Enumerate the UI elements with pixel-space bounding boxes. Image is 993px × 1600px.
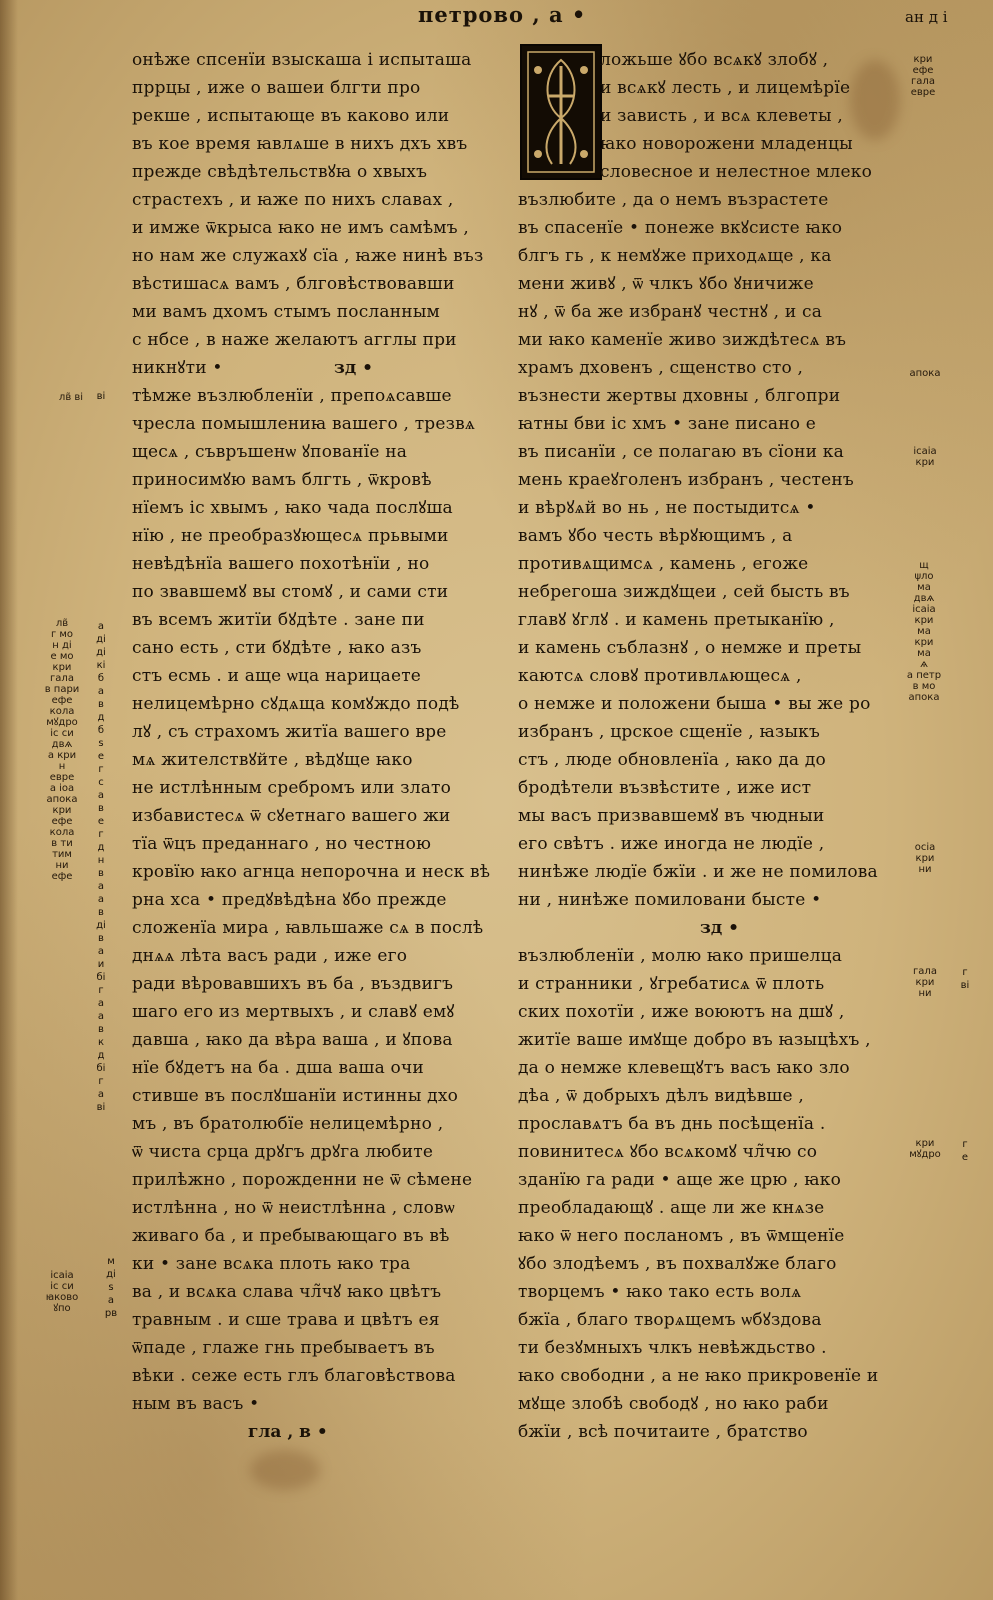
text-line: с нбсе , в наже желаютъ агглы при: [132, 330, 457, 350]
text-line: ва , и всѧка слава чл̃чꙋ ꙗко цвѣтъ: [132, 1282, 442, 1302]
text-line: давша , ꙗко да вѣра ваша , и ꙋпова: [132, 1030, 453, 1050]
text-line: кровїю ꙗко агнца непорочна и неск вѣ: [132, 862, 491, 882]
text-line: ми вамъ дхомъ стымъ посланным: [132, 302, 440, 322]
text-line: лꙋ , съ страхомъ житїа вашего вре: [132, 722, 447, 742]
text-line: прилѣжно , порожденни не ѿ сѣмене: [132, 1170, 473, 1190]
text-line: и имже ѿкрыса ꙗко не имъ самѣмъ ,: [132, 218, 469, 238]
margin-note-block: осіа кри ни: [914, 842, 936, 875]
section-number: зд •: [334, 358, 373, 378]
text-line: ꙗко новорожени младенцы: [600, 134, 853, 154]
paper-stain: [250, 1450, 320, 1490]
text-line: ꙗтны бви іс хмъ • зане писано е: [518, 414, 817, 434]
text-line: мень краеꙋголенъ избранъ , честенъ: [518, 470, 854, 490]
text-line: прославѧтъ ба въ днь посѣщенїа .: [518, 1114, 826, 1134]
text-line: приносимꙋю вамъ блгть , ѿкровѣ: [132, 470, 432, 490]
text-line: тїа ѿцъ преданнаго , но честною: [132, 834, 432, 854]
margin-note-block: апока: [909, 368, 941, 379]
text-line: ѿ чиста срца дрꙋгъ дрꙋга любите: [132, 1142, 434, 1162]
text-line: ꙗко свободни , а не ꙗко прикровенїе и: [518, 1366, 879, 1386]
text-line: сложенїа мира , ꙗвльшаже сѧ в послѣ: [132, 918, 484, 938]
text-line: да о немже клевещꙋтъ васъ ꙗко зло: [518, 1058, 850, 1078]
text-line: стъ , люде обновленїа , ꙗко да до: [518, 750, 826, 770]
text-line: о немже и положени быша • вы же ро: [518, 694, 871, 714]
text-line: въ всемъ житїи бꙋдѣте . зане пи: [132, 610, 425, 630]
text-line: преобладающꙋ . аще ли же кнѧзе: [518, 1198, 825, 1218]
text-line: травным . и сше трава и цвѣтъ ея: [132, 1310, 440, 1330]
page-edge-shadow: [0, 0, 18, 1600]
text-line: днѧѧ лѣта васъ ради , иже его: [132, 946, 408, 966]
text-line: ꙗко ѿ него посланомъ , въ ѿмщенїе: [518, 1226, 845, 1246]
margin-note-block: ісаіа іс си ꙗково ꙋпо: [45, 1270, 79, 1314]
text-line: онѣже спсенїи взыскаша і испыташа: [132, 50, 472, 70]
text-line: вѣки . сеже есть глъ благовѣствова: [132, 1366, 456, 1386]
text-line: небрегоша зиждꙋщеи , сей бысть въ: [518, 582, 850, 602]
text-line: никнꙋти •: [132, 358, 223, 378]
margin-note-block: лв̃ г мо н ді е мо кри гала в пари ефе кола мꙋдро іс си двѧ а кри н евре а іоа апока кри ефе кола в ти тим ни ефе: [44, 618, 80, 882]
text-line: противѧщимсѧ , камень , егоже: [518, 554, 809, 574]
text-line: прежде свѣдѣтельствꙋꙗ о хвыхъ: [132, 162, 428, 182]
text-line: нинѣже людїе бжїи . и же не помилова: [518, 862, 878, 882]
text-line: тѣмже възлюбленїи , препоѧсавше: [132, 386, 452, 406]
text-line: щесѧ , съвръшенѡ ꙋпованїе на: [132, 442, 408, 462]
text-line: нꙋ , ѿ ба же избранꙋ честнꙋ , и са: [518, 302, 823, 322]
text-line: ради вѣровавшихъ въ ба , въздвигъ: [132, 974, 454, 994]
text-line: ских похотїи , иже воюютъ на дшꙋ ,: [518, 1002, 845, 1022]
margin-note-block: ісаіа кри: [913, 446, 937, 468]
text-line: ложьше ꙋбо всѧкꙋ злобꙋ ,: [600, 50, 829, 70]
text-line: по звавшемꙋ вы стомꙋ , и сами сти: [132, 582, 449, 602]
text-line: каютсѧ словꙋ противлѧющесѧ ,: [518, 666, 802, 686]
margin-note-block: кри мꙋдро: [909, 1138, 941, 1160]
text-line: страстехъ , и ꙗже по нихъ славах ,: [132, 190, 454, 210]
text-line: ти безꙋмныхъ члкъ невѣждьство .: [518, 1338, 827, 1358]
text-line: но нам же служахꙋ сїа , ꙗже нинѣ въз: [132, 246, 484, 266]
text-line: мы васъ призвавшемꙋ въ чюдныи: [518, 806, 825, 826]
text-line: и всѧкꙋ лесть , и лицемѣрїе: [600, 78, 851, 98]
margin-note-block: щ ψло ма двѧ ісаіа кри ма кри ма ѧ а петр в мо апока: [906, 560, 942, 703]
text-line: чресла помышлениꙗ вашего , трезвѧ: [132, 414, 476, 434]
text-line: избранъ , црское сщенїе , ꙗзыкъ: [518, 722, 821, 742]
text-line: рекше , испытающе въ каково или: [132, 106, 450, 126]
decorated-initial: [520, 44, 602, 180]
ornament-icon: [522, 46, 600, 178]
text-line: ꙋбо злодѣемъ , въ похвалꙋже благо: [518, 1254, 837, 1274]
text-line: стъ есмь . и аще ѡца нарицаете: [132, 666, 422, 686]
text-line: рна хса • предꙋвѣдѣна ꙋбо прежде: [132, 890, 447, 910]
text-line: бжїа , благо творѧщемъ ѡбꙋздова: [518, 1310, 822, 1330]
text-line: ным въ васъ •: [132, 1394, 260, 1414]
text-line: бжїи , всѣ почитаите , братство: [518, 1422, 808, 1442]
text-line: пррцы , иже о вашеи блгти про: [132, 78, 421, 98]
text-line: и странники , ꙋгребатисѧ ѿ плоть: [518, 974, 825, 994]
margin-verse-mark: лв̃ ві: [58, 392, 84, 403]
paper-stain: [850, 60, 900, 140]
margin-note-block: гала кри ни: [913, 966, 937, 999]
text-line: житїе ваше имꙋще добро въ ꙗзыцѣхъ ,: [518, 1030, 871, 1050]
text-line: ки • зане всѧка плоть ꙗко тра: [132, 1254, 411, 1274]
text-line: мъ , въ братолюбїе нелицемѣрно ,: [132, 1114, 444, 1134]
text-line: зданїю га ради • аще же црю , ꙗко: [518, 1170, 842, 1190]
margin-verse-letters: м ді ѕ а рв: [104, 1256, 118, 1319]
text-line: творцемъ • ꙗко тако есть волѧ: [518, 1282, 802, 1302]
chapter-reference: ан д і: [905, 8, 948, 26]
text-line: възлюбленїи , молю ꙗко пришелца: [518, 946, 843, 966]
margin-verse-letters: а ді ді кі б а в д б ѕ е г с а в е г д н в а а в ді в а и бі г а а в к д бі г а ві: [96, 621, 106, 1113]
text-line: его свѣтъ . иже иногда не людїе ,: [518, 834, 825, 854]
margin-verse-letters: г ві: [960, 967, 970, 991]
text-line: възлюбите , да о немъ възрастете: [518, 190, 829, 210]
text-line: мени живꙋ , ѿ члкъ ꙋбо ꙋничиже: [518, 274, 814, 294]
text-line: повинитесѧ ꙋбо всѧкомꙋ чл̃чю со: [518, 1142, 818, 1162]
text-line: живаго ба , и пребывающаго въ вѣ: [132, 1226, 450, 1246]
running-head: петрово , а •: [418, 2, 587, 27]
text-line: главꙋ ꙋглꙋ . и камень претыканїю ,: [518, 610, 835, 630]
text-line: въ кое время ꙗвлѧше в нихъ дхъ хвъ: [132, 134, 468, 154]
text-line: стивше въ послꙋшанїи истинны дхо: [132, 1086, 459, 1106]
text-line: ми ꙗко каменїе живо зиждѣтесѧ въ: [518, 330, 847, 350]
margin-verse-letters: ві: [96, 391, 106, 402]
text-line: въ писанїи , се полагаю въ сїони ка: [518, 442, 844, 462]
text-line: невѣдѣнїа вашего похотѣнїи , но: [132, 554, 430, 574]
text-line: нелицемѣрно сꙋдѧща комꙋждо подѣ: [132, 694, 460, 714]
text-line: шаго его из мертвыхъ , и славꙋ емꙋ: [132, 1002, 455, 1022]
text-line: нїемъ іс хвымъ , ꙗко чада послꙋша: [132, 498, 453, 518]
text-line: мꙋще злобѣ свободꙋ , но ꙗко раби: [518, 1394, 829, 1414]
text-line: ни , нинѣже помиловани бысте •: [518, 890, 822, 910]
text-line: мѧ жителствꙋйте , вѣдꙋще ꙗко: [132, 750, 413, 770]
section-number: зд •: [700, 918, 739, 938]
text-line: нїю , не преобразꙋющесѧ прьвыми: [132, 526, 449, 546]
text-line: ѿпаде , глаже гнь пребываетъ въ: [132, 1338, 435, 1358]
text-line: бродѣтели възвѣстите , иже ист: [518, 778, 812, 798]
text-line: блгъ гь , к немꙋже приходѧще , ка: [518, 246, 832, 266]
text-line: истлѣнна , но ѿ неистлѣнна , словѡ: [132, 1198, 455, 1218]
margin-note-block: кри ефе гала евре: [910, 54, 936, 98]
text-line: въ спасенїе • понеже вкꙋсисте ꙗко: [518, 218, 843, 238]
margin-verse-letters: г е: [961, 1139, 969, 1163]
text-line: словесное и нелестное млеко: [600, 162, 873, 182]
text-line: сано есть , сти бꙋдѣте , ꙗко азъ: [132, 638, 422, 658]
chapter-heading: гла , в •: [248, 1422, 328, 1442]
text-line: нїе бꙋдетъ на ба . дша ваша очи: [132, 1058, 424, 1078]
text-line: дѣа , ѿ добрыхъ дѣлъ видѣвше ,: [518, 1086, 804, 1106]
text-line: и вѣрꙋѧй во нь , не постыдитсѧ •: [518, 498, 816, 518]
text-line: вѣстишасѧ вамъ , блговѣствовавши: [132, 274, 455, 294]
text-line: вамъ ꙋбо честь вѣрꙋющимъ , а: [518, 526, 793, 546]
text-line: и камень съблазнꙋ , о немже и преты: [518, 638, 862, 658]
text-line: и зависть , и всѧ клеветы ,: [600, 106, 843, 126]
text-line: избавистесѧ ѿ сꙋетнаго вашего жи: [132, 806, 451, 826]
text-line: храмъ дховенъ , сщенство сто ,: [518, 358, 804, 378]
text-line: възнести жертвы дховны , блгопри: [518, 386, 841, 406]
text-line: не истлѣнным сребромъ или злато: [132, 778, 452, 798]
